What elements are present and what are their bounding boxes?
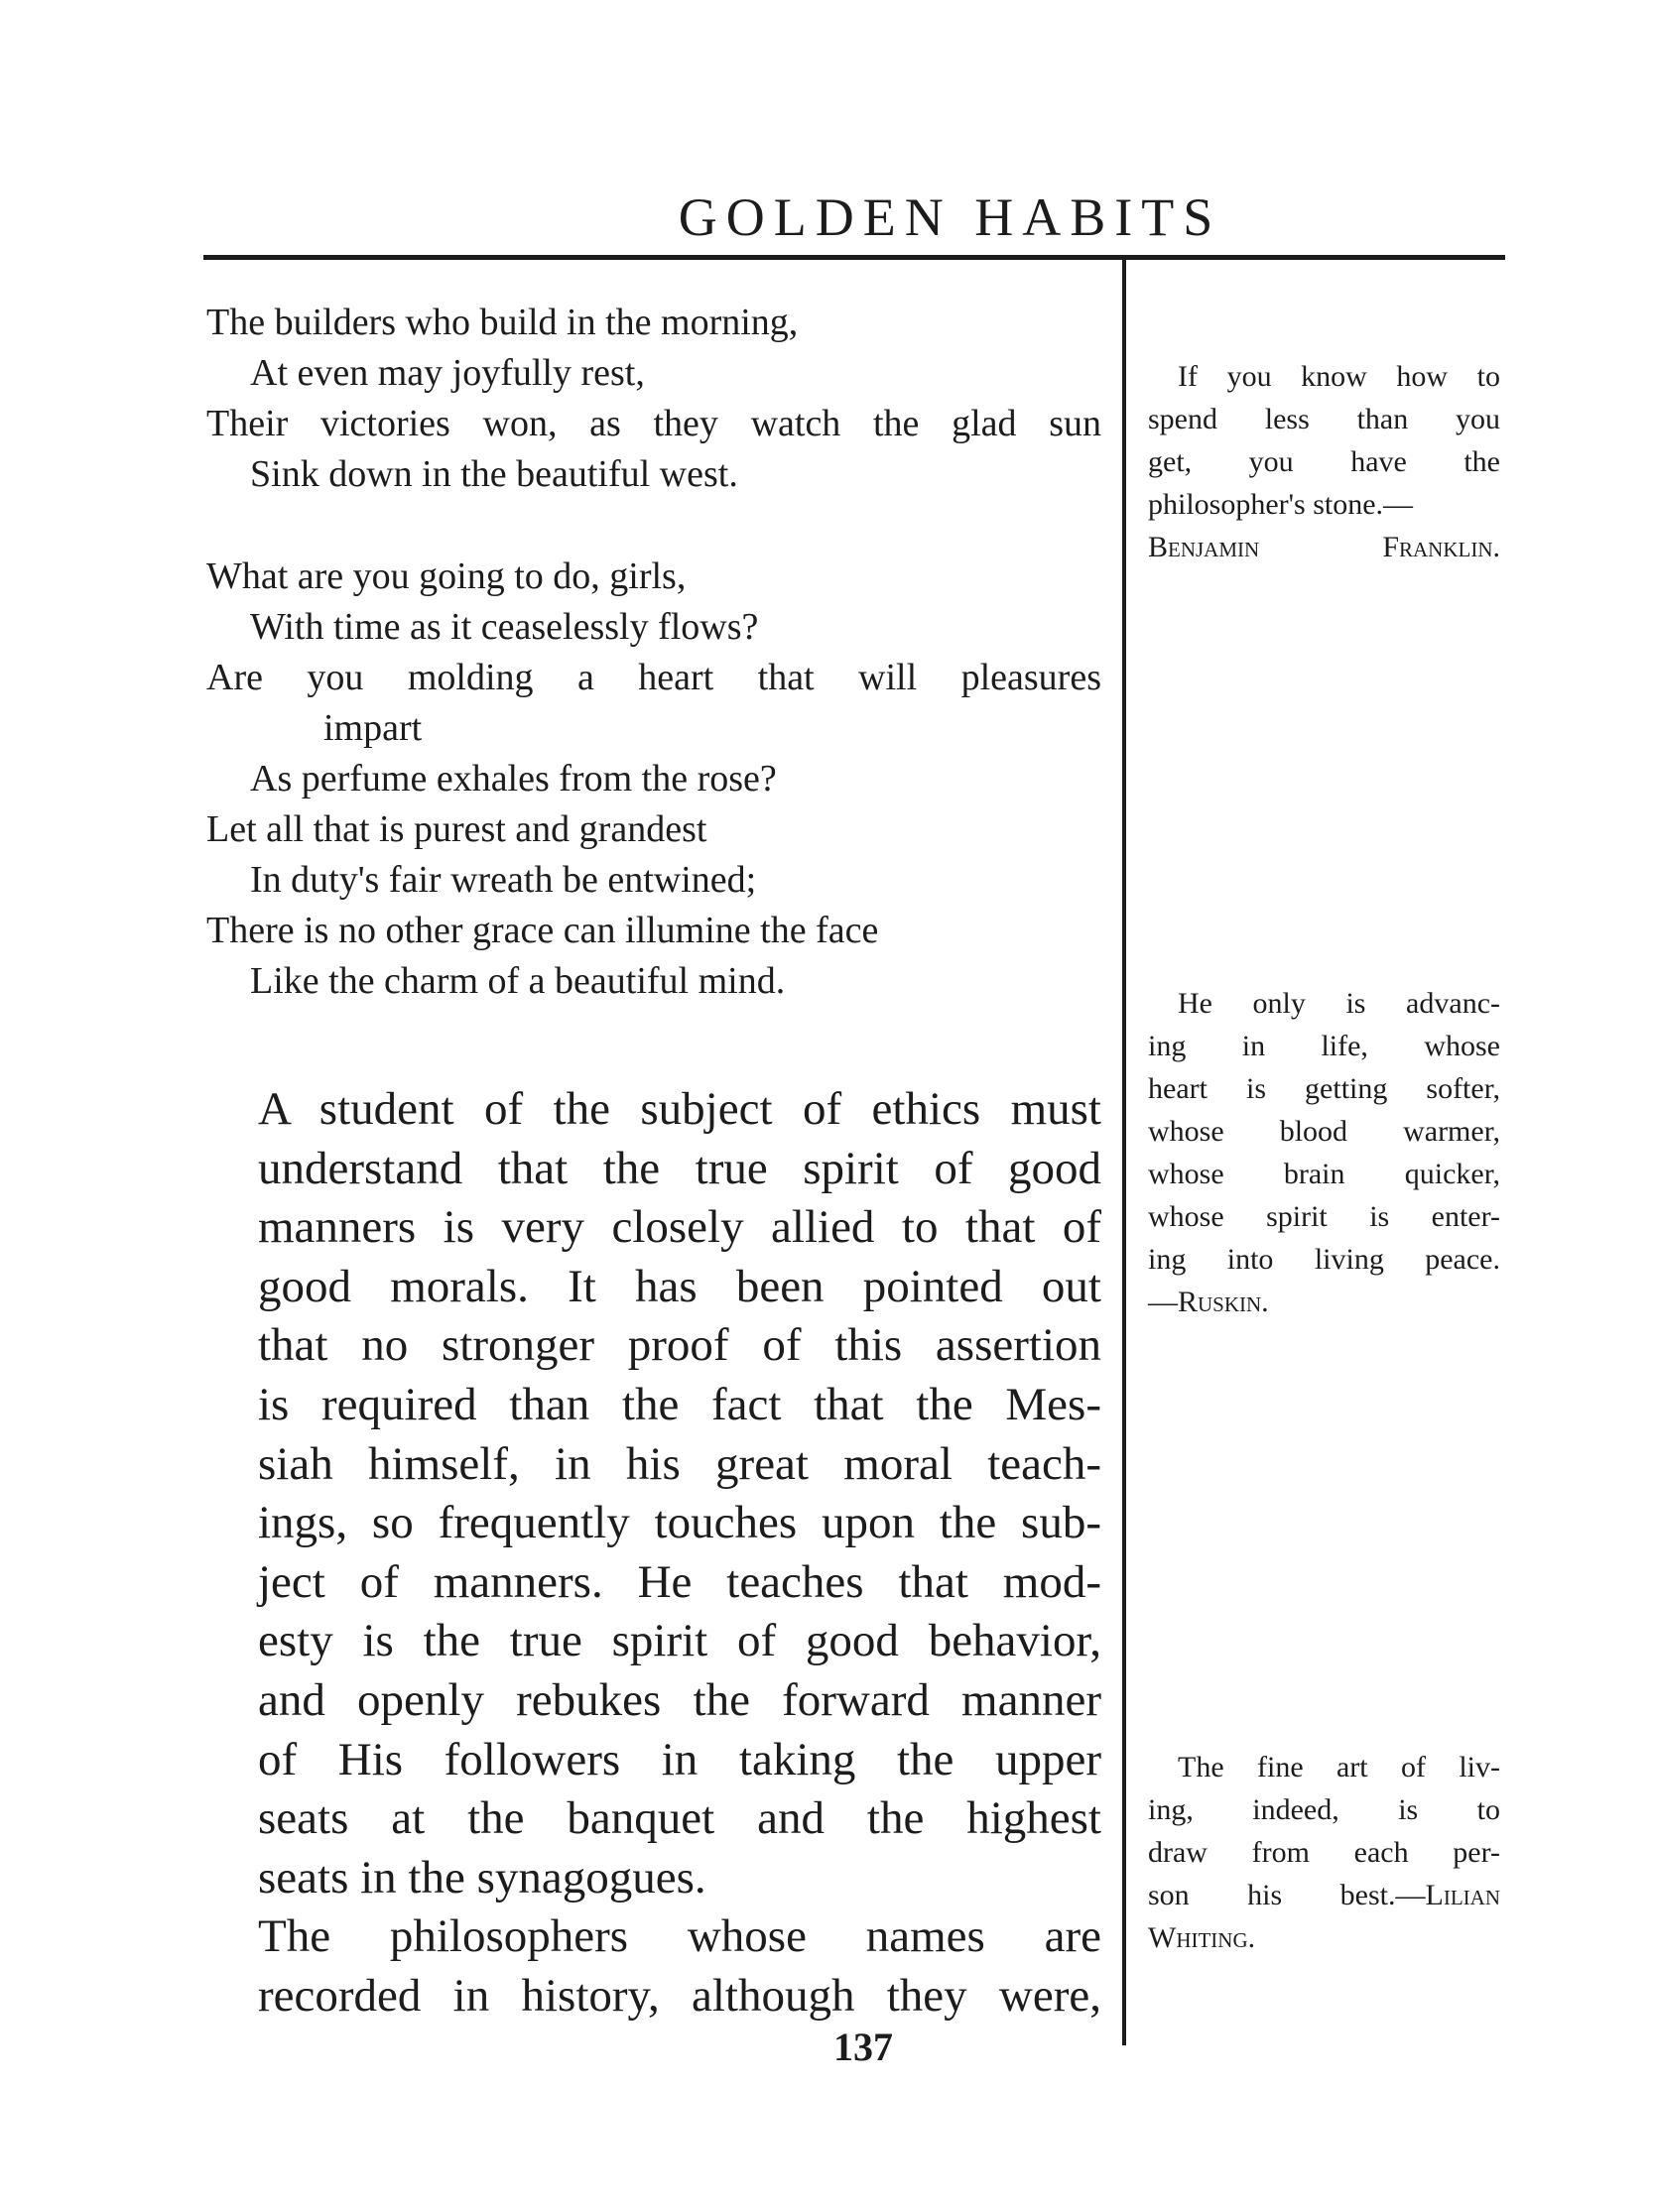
poem-line: Let all that is purest and grandest bbox=[206, 808, 707, 850]
paragraph-line: good morals. It has been pointed out bbox=[258, 1260, 1101, 1312]
poem-line: In duty's fair wreath be entwined; bbox=[250, 859, 757, 901]
quote-line-with-author bbox=[1148, 1874, 1500, 1916]
quote-line: philosopher's stone.— bbox=[1148, 488, 1414, 521]
paragraph-line: of His followers in taking the upper bbox=[258, 1733, 1101, 1785]
poem-line: With time as it ceaselessly flows? bbox=[250, 606, 759, 648]
paragraph-line: ings, so frequently touches upon the sub- bbox=[258, 1497, 1101, 1549]
paragraph-line: seats in the synagogues. bbox=[258, 1851, 706, 1904]
paragraph-line: is required than the fact that the Mes- bbox=[258, 1378, 1101, 1430]
poem-line: Are you molding a heart that will pleasures bbox=[206, 657, 1101, 698]
running-title: GOLDEN HABITS bbox=[678, 187, 1222, 247]
page-number: 137 bbox=[833, 2025, 893, 2069]
poem-line: As perfume exhales from the rose? bbox=[250, 758, 777, 799]
paragraph-line: ject of manners. He teaches that mod- bbox=[258, 1555, 1101, 1608]
paragraph-line: and openly rebukes the forward manner bbox=[258, 1673, 1101, 1726]
quote-line: get, you have the bbox=[1148, 445, 1500, 478]
paragraph-line: esty is the true spirit of good behavior, bbox=[258, 1615, 1101, 1667]
paragraph-line: manners is very closely allied to that of bbox=[258, 1201, 1101, 1254]
poem-line: The builders who build in the morning, bbox=[206, 302, 799, 343]
sidebar-quote-franklin bbox=[1148, 355, 1500, 568]
poem-line: Like the charm of a beautiful mind. bbox=[250, 960, 786, 1002]
poem-stanza-2 bbox=[206, 552, 1101, 1007]
body-paragraph-1 bbox=[206, 1080, 1101, 1907]
quote-line: draw from each per- bbox=[1148, 1836, 1500, 1869]
paragraph-line: seats at the banquet and the highest bbox=[258, 1792, 1101, 1845]
quote-line: son his best.— bbox=[1148, 1879, 1426, 1911]
quote-author-first: Lilian bbox=[1425, 1879, 1500, 1911]
quote-author: Ruskin. bbox=[1178, 1286, 1269, 1318]
paragraph-line: A student of the subject of ethics must bbox=[258, 1083, 1101, 1135]
running-header bbox=[203, 183, 1518, 252]
main-column bbox=[206, 298, 1101, 2027]
quote-line: whose spirit is enter- bbox=[1148, 1200, 1500, 1233]
poem-line: At even may joyfully rest, bbox=[250, 352, 645, 394]
poem-line: impart bbox=[323, 707, 423, 749]
paragraph-line: understand that the true spirit of good bbox=[258, 1142, 1101, 1194]
quote-line: whose brain quicker, bbox=[1148, 1158, 1500, 1190]
header-rule bbox=[203, 255, 1505, 260]
quote-line: spend less than you bbox=[1148, 403, 1500, 435]
quote-line: ing into living peace. bbox=[1148, 1243, 1500, 1276]
quote-author-line bbox=[1148, 1281, 1500, 1323]
quote-line: heart is getting softer, bbox=[1148, 1072, 1500, 1105]
quote-line: The fine art of liv- bbox=[1178, 1751, 1500, 1783]
quote-line: whose blood warmer, bbox=[1148, 1115, 1500, 1148]
poem-stanza-1 bbox=[206, 298, 1101, 500]
quote-line: He only is advanc- bbox=[1178, 987, 1500, 1020]
quote-dash: — bbox=[1148, 1286, 1178, 1318]
quote-line: ing in life, whose bbox=[1148, 1030, 1500, 1062]
body-paragraph-2 bbox=[206, 1907, 1101, 2026]
paragraph-line: that no stronger proof of this assertion bbox=[258, 1319, 1101, 1372]
sidebar-quote-ruskin bbox=[1148, 982, 1500, 1323]
sidebar-quote-whiting bbox=[1148, 1746, 1500, 1959]
poem-line: Sink down in the beautiful west. bbox=[250, 453, 738, 495]
paragraph-line: siah himself, in his great moral teach- bbox=[258, 1437, 1101, 1490]
paragraph-line: The philosophers whose names are bbox=[258, 1910, 1101, 1963]
column-divider bbox=[1122, 260, 1126, 2045]
poem-line: There is no other grace can illumine the face bbox=[206, 910, 879, 951]
poem-line: Their victories won, as they watch the glad sun bbox=[206, 403, 1101, 444]
poem-line: What are you going to do, girls, bbox=[206, 555, 687, 597]
quote-author: Benjamin Franklin. bbox=[1148, 531, 1500, 563]
quote-author-last: Whiting. bbox=[1148, 1921, 1256, 1954]
quote-line: ing, indeed, is to bbox=[1148, 1793, 1500, 1826]
quote-line: If you know how to bbox=[1178, 360, 1500, 393]
paragraph-line: recorded in history, although they were, bbox=[258, 1969, 1101, 2022]
